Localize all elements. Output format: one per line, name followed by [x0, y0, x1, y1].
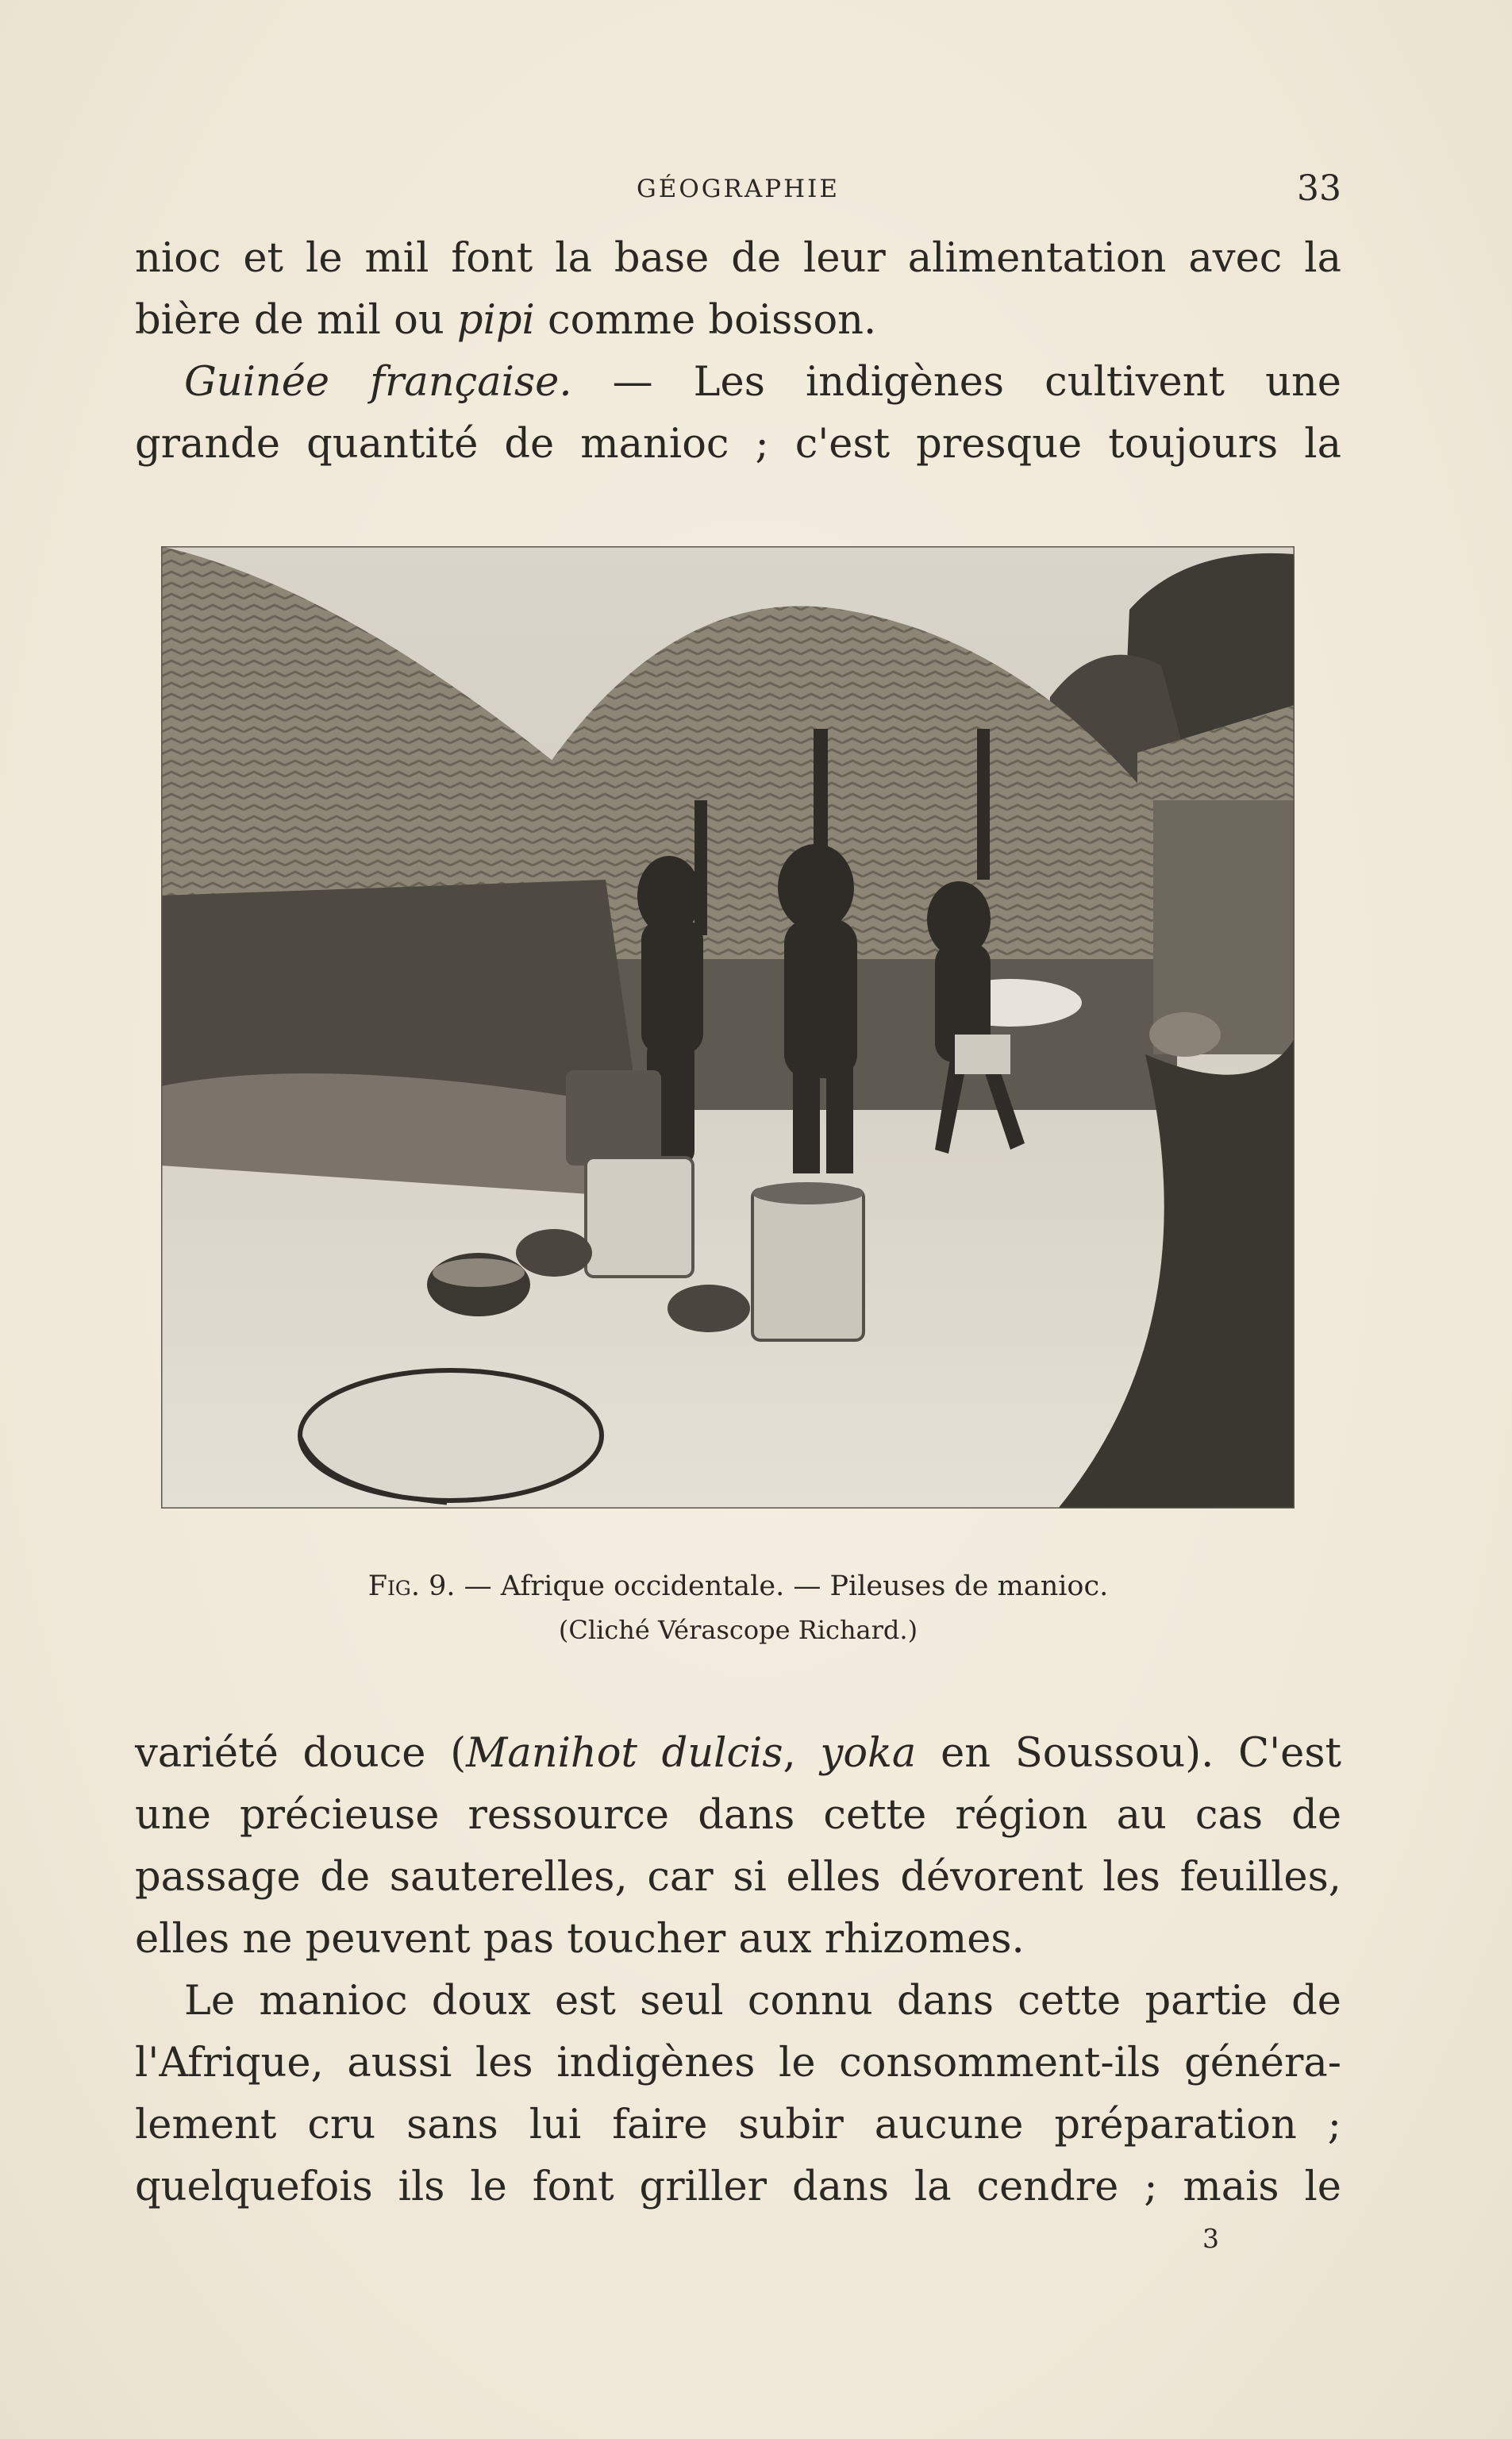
text-line: Guinée française. — Les indigènes cultivent une: [184, 359, 1341, 406]
text-line: Le manioc doux est seul connu dans cette partie de: [184, 1978, 1341, 2025]
page-number: 33: [1297, 168, 1341, 209]
text-line: elles ne peuvent pas toucher aux rhizomes.: [135, 1916, 1025, 1963]
running-title: GÉOGRAPHIE: [636, 175, 841, 203]
section-heading-guinee: Guinée française.: [184, 359, 572, 406]
signature-mark: 3: [1202, 2223, 1219, 2254]
text-line: lement cru sans lui faire subir aucune préparation ;: [135, 2102, 1341, 2148]
figure-caption-text: — Afrique occidentale. — Pileuses de manioc.: [455, 1570, 1109, 1602]
running-head: [135, 168, 1341, 208]
paragraph-top: [135, 228, 1341, 476]
figure-number: Fig. 9.: [367, 1570, 456, 1602]
text-line: l'Afrique, aussi les indigènes le consomment-ils généra-: [135, 2040, 1341, 2086]
text-line: variété douce (Manihot dulcis, yoka en Soussou). C'est: [135, 1730, 1342, 1777]
figure-caption: [135, 1566, 1341, 1606]
photo-credit: (Cliché Vérascope Richard.): [558, 1615, 918, 1645]
text-line: passage de sauterelles, car si elles dévorent les feuilles,: [135, 1854, 1341, 1901]
text-line: quelquefois ils le font griller dans la cendre ; mais le: [135, 2164, 1341, 2210]
text-line: nioc et le mil font la base de leur alimentation avec la: [135, 235, 1341, 282]
text-line: grande quantité de manioc ; c'est presque toujours la: [135, 421, 1341, 468]
paragraph-bottom: [135, 1723, 1341, 2218]
photo-illustration: [161, 546, 1295, 1508]
photograph-figure: [161, 546, 1295, 1508]
text-line: bière de mil ou pipi comme boisson.: [135, 297, 877, 344]
text-line: une précieuse ressource dans cette région au cas de: [135, 1792, 1341, 1839]
